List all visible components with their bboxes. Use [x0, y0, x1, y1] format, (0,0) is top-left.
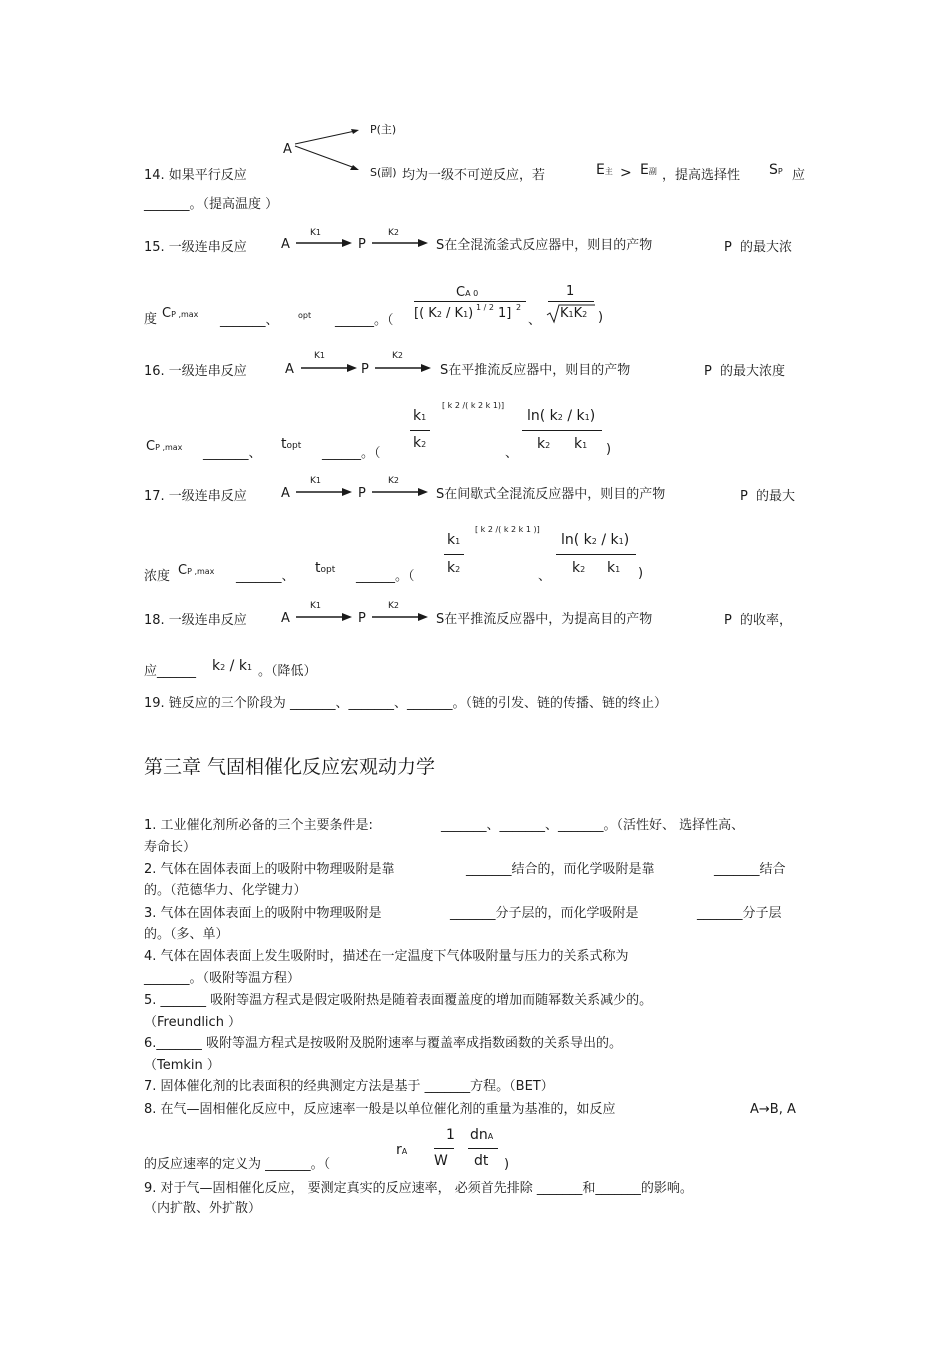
q18-ratio: k2 / k1 [212, 658, 253, 674]
q16-arrow2 [375, 362, 435, 374]
c8-a: 8. 在气—固相催化反应中，反应速率一般是以单位催化剂的重量为基准的，如反应 [144, 1102, 616, 1117]
c3-a: 3. 气体在固体表面上的吸附中物理吸附是 [144, 906, 382, 921]
c2-b: _______结合的，而化学吸附是靠 [466, 862, 655, 877]
q15-line2a: 度 [144, 312, 158, 327]
c8-dt: dt [474, 1153, 489, 1169]
q14-line2: _______。（提高温度 ） [144, 197, 279, 212]
q17-s: S在间歇式全混流反应器中，则目的产物 [436, 487, 666, 502]
q17-blank1: _______、 [236, 569, 295, 584]
q15-prefix: 15. 一级连串反应 [144, 240, 247, 255]
q17-arrow2 [372, 486, 432, 498]
c4-a: 4. 气体在固体表面上发生吸附时，描述在一定温度下气体吸附量与压力的关系式称为 [144, 949, 629, 964]
q15-den6: 1] [498, 306, 512, 321]
q18-k1: K1 [310, 601, 321, 611]
q18-line2b: 。（降低） [258, 664, 317, 679]
q18-a: A [281, 611, 290, 626]
q17-ln: ln( k2 / k1) [561, 532, 630, 548]
q16-ln: ln( k2 / k1) [527, 408, 596, 424]
q14-prefix: 14. 如果平行反应 [144, 168, 247, 183]
q16-blank2: ______。（ [322, 446, 381, 461]
q18-s: S在平推流反应器中，为提高目的产物 [436, 612, 653, 627]
q16-cp: CP ,max [146, 439, 183, 454]
q17-k1: K1 [310, 476, 321, 486]
c4-b: _______。（吸附等温方程） [144, 971, 301, 986]
c3-d: 的。（多、单） [144, 927, 229, 942]
q17-k2-den: k2 [447, 560, 461, 576]
c5-b: （Freundlich ） [144, 1015, 242, 1030]
q15-end: 的最大浓 [740, 240, 793, 255]
q18-p: P [358, 611, 366, 626]
c3-b: _______分子层的，而化学吸附是 [450, 906, 639, 921]
q15-k1: K1 [310, 228, 321, 238]
q16-arrow1 [301, 362, 361, 374]
c8-dn: dnA [470, 1127, 494, 1143]
q17-end: 的最大 [756, 489, 796, 504]
q15-s: S在全混流釜式反应器中，则目的产物 [436, 238, 653, 253]
q17-close: ) [638, 566, 644, 581]
q14-e-side: E副 [640, 162, 657, 178]
q17-frac-line1 [444, 554, 464, 555]
q15-frac-line1 [414, 301, 526, 302]
q15-k2: K2 [388, 228, 399, 238]
q15-sqrt: K1K2 [560, 306, 588, 321]
q14-product-p: P(主) [370, 123, 397, 136]
q14-product-s: S(副) [370, 166, 397, 179]
c6-b: （Temkin ） [144, 1058, 220, 1073]
q15-arrow2 [372, 237, 432, 249]
q15-p2: P [724, 240, 732, 255]
q15-p: P [358, 237, 366, 252]
q16-k1: K1 [314, 351, 325, 361]
c9-b: （内扩散、外扩散） [144, 1201, 262, 1216]
q17-prefix: 17. 一级连串反应 [144, 489, 247, 504]
c3-c: _______分子层 [697, 906, 782, 921]
q17-t: topt [315, 560, 336, 576]
q14-mid2: ，提高选择性 [662, 168, 741, 183]
q16-p: P [361, 362, 369, 377]
q18-line2a: 应______ [144, 664, 197, 679]
q16-close: ) [606, 442, 612, 457]
q16-d1: k2 [537, 436, 551, 452]
q14-e-main: E主 [596, 162, 613, 178]
q18-prefix: 18. 一级连串反应 [144, 613, 247, 628]
c2-c: _______结合 [714, 862, 786, 877]
q16-k2-den: k2 [413, 435, 427, 451]
q16-k2: K2 [392, 351, 403, 361]
q15-sep: 、 [528, 313, 542, 328]
q17-p: P [358, 486, 366, 501]
q14-reactant: A [283, 142, 292, 157]
q16-s: S在平推流反应器中，则目的产物 [440, 363, 631, 378]
q18-k2: K2 [388, 601, 399, 611]
c8-c: 的反应速率的定义为 _______。（ [144, 1157, 331, 1172]
c8-r: rA [396, 1142, 408, 1158]
q14-branch-arrows [295, 128, 365, 176]
q15-arrow1 [296, 237, 356, 249]
q17-d1: k2 [572, 560, 586, 576]
c2-d: 的。（范德华力、化学键力） [144, 883, 307, 898]
q15-cp: CP ,max [162, 306, 199, 321]
c2-a: 2. 气体在固体表面上的吸附中物理吸附是靠 [144, 862, 395, 877]
q16-end: 的最大浓度 [720, 364, 786, 379]
c1-a: 1. 工业催化剂所必备的三个主要条件是: [144, 818, 373, 833]
q14-gt: > [620, 165, 632, 181]
q17-k1-num: k1 [447, 532, 461, 548]
q16-sep: 、 [505, 446, 519, 461]
q15-num: CA 0 [456, 285, 479, 300]
q16-k1-num: k1 [413, 408, 427, 424]
q16-t: topt [281, 436, 302, 452]
c6-a: 6._______ 吸附等温方程式是按吸附及脱附速率与覆盖率成指数函数的关系导出的。 [144, 1036, 623, 1051]
c7: 7. 固体催化剂的比表面积的经典测定方法是基于 _______方程。（BET） [144, 1079, 554, 1094]
q17-arrow1 [296, 486, 356, 498]
q17-line2a: 浓度 [144, 569, 171, 584]
c8-one: 1 [446, 1127, 455, 1143]
q15-close: ) [598, 310, 604, 325]
q18-arrow2 [372, 611, 432, 623]
c5-a: 5. _______ 吸附等温方程式是假定吸附热是随着表面覆盖度的增加而随幂数关系减少的。 [144, 993, 653, 1008]
q14-end: 应 [792, 168, 806, 183]
q16-d2: k1 [574, 436, 588, 452]
q15-a: A [281, 237, 290, 252]
q16-p2: P [704, 364, 712, 379]
c8-w: W [434, 1153, 448, 1169]
q16-frac-line2 [522, 430, 602, 431]
q15-opt: opt [298, 311, 312, 320]
c8-frac-line2 [468, 1148, 498, 1149]
q18-end: 的收率， [740, 613, 793, 628]
q14-sp: SP [769, 162, 783, 178]
q17-k2: K2 [388, 476, 399, 486]
q17-cp: CP ,max [178, 563, 215, 578]
q17-a: A [281, 486, 290, 501]
q17-d2: k1 [607, 560, 621, 576]
c8-frac-line1 [434, 1148, 454, 1149]
chapter-heading: 第三章 气固相催化反应宏观动力学 [144, 756, 436, 778]
q15-exp: 1 / 2 [476, 303, 494, 312]
q15-blank2: ______。（ [335, 313, 394, 328]
q15-frac-line2 [548, 301, 594, 302]
c9-a: 9. 对于气—固相催化反应， 要测定真实的反应速率， 必须首先排除 _______和_______的影响。 [144, 1181, 693, 1196]
c8-close: ) [504, 1157, 510, 1172]
q17-sep: 、 [538, 569, 552, 584]
q17-p2: P [740, 489, 748, 504]
q16-exp: [ k 2 /( k 2 k 1)] [442, 401, 505, 410]
c8-b: A→B, A [750, 1102, 796, 1117]
c1-b: _______、_______、_______。（活性好、 选择性高、 [441, 818, 745, 833]
q19-text: 19. 链反应的三个阶段为 _______、_______、_______。（链的引发、链的传播、链的终止） [144, 696, 667, 711]
q17-frac-line2 [556, 554, 636, 555]
c1-c: 寿命长） [144, 840, 197, 855]
q14-mid: 均为一级不可逆反应，若 [402, 168, 546, 183]
q16-a: A [285, 362, 294, 377]
q15-den: [( K2 / K1) [414, 306, 474, 321]
q16-blank1: _______、 [203, 446, 262, 461]
q15-exp2: 2 [516, 303, 522, 312]
q17-blank2: ______。（ [356, 569, 415, 584]
q16-prefix: 16. 一级连串反应 [144, 364, 247, 379]
q16-frac-line1 [410, 430, 430, 431]
q18-p2: P [724, 613, 732, 628]
q17-exp: [ k 2 /( k 2 k 1 )] [475, 525, 540, 534]
q18-arrow1 [296, 611, 356, 623]
q15-one: 1 [566, 284, 575, 299]
q15-blank1: _______、 [220, 313, 279, 328]
